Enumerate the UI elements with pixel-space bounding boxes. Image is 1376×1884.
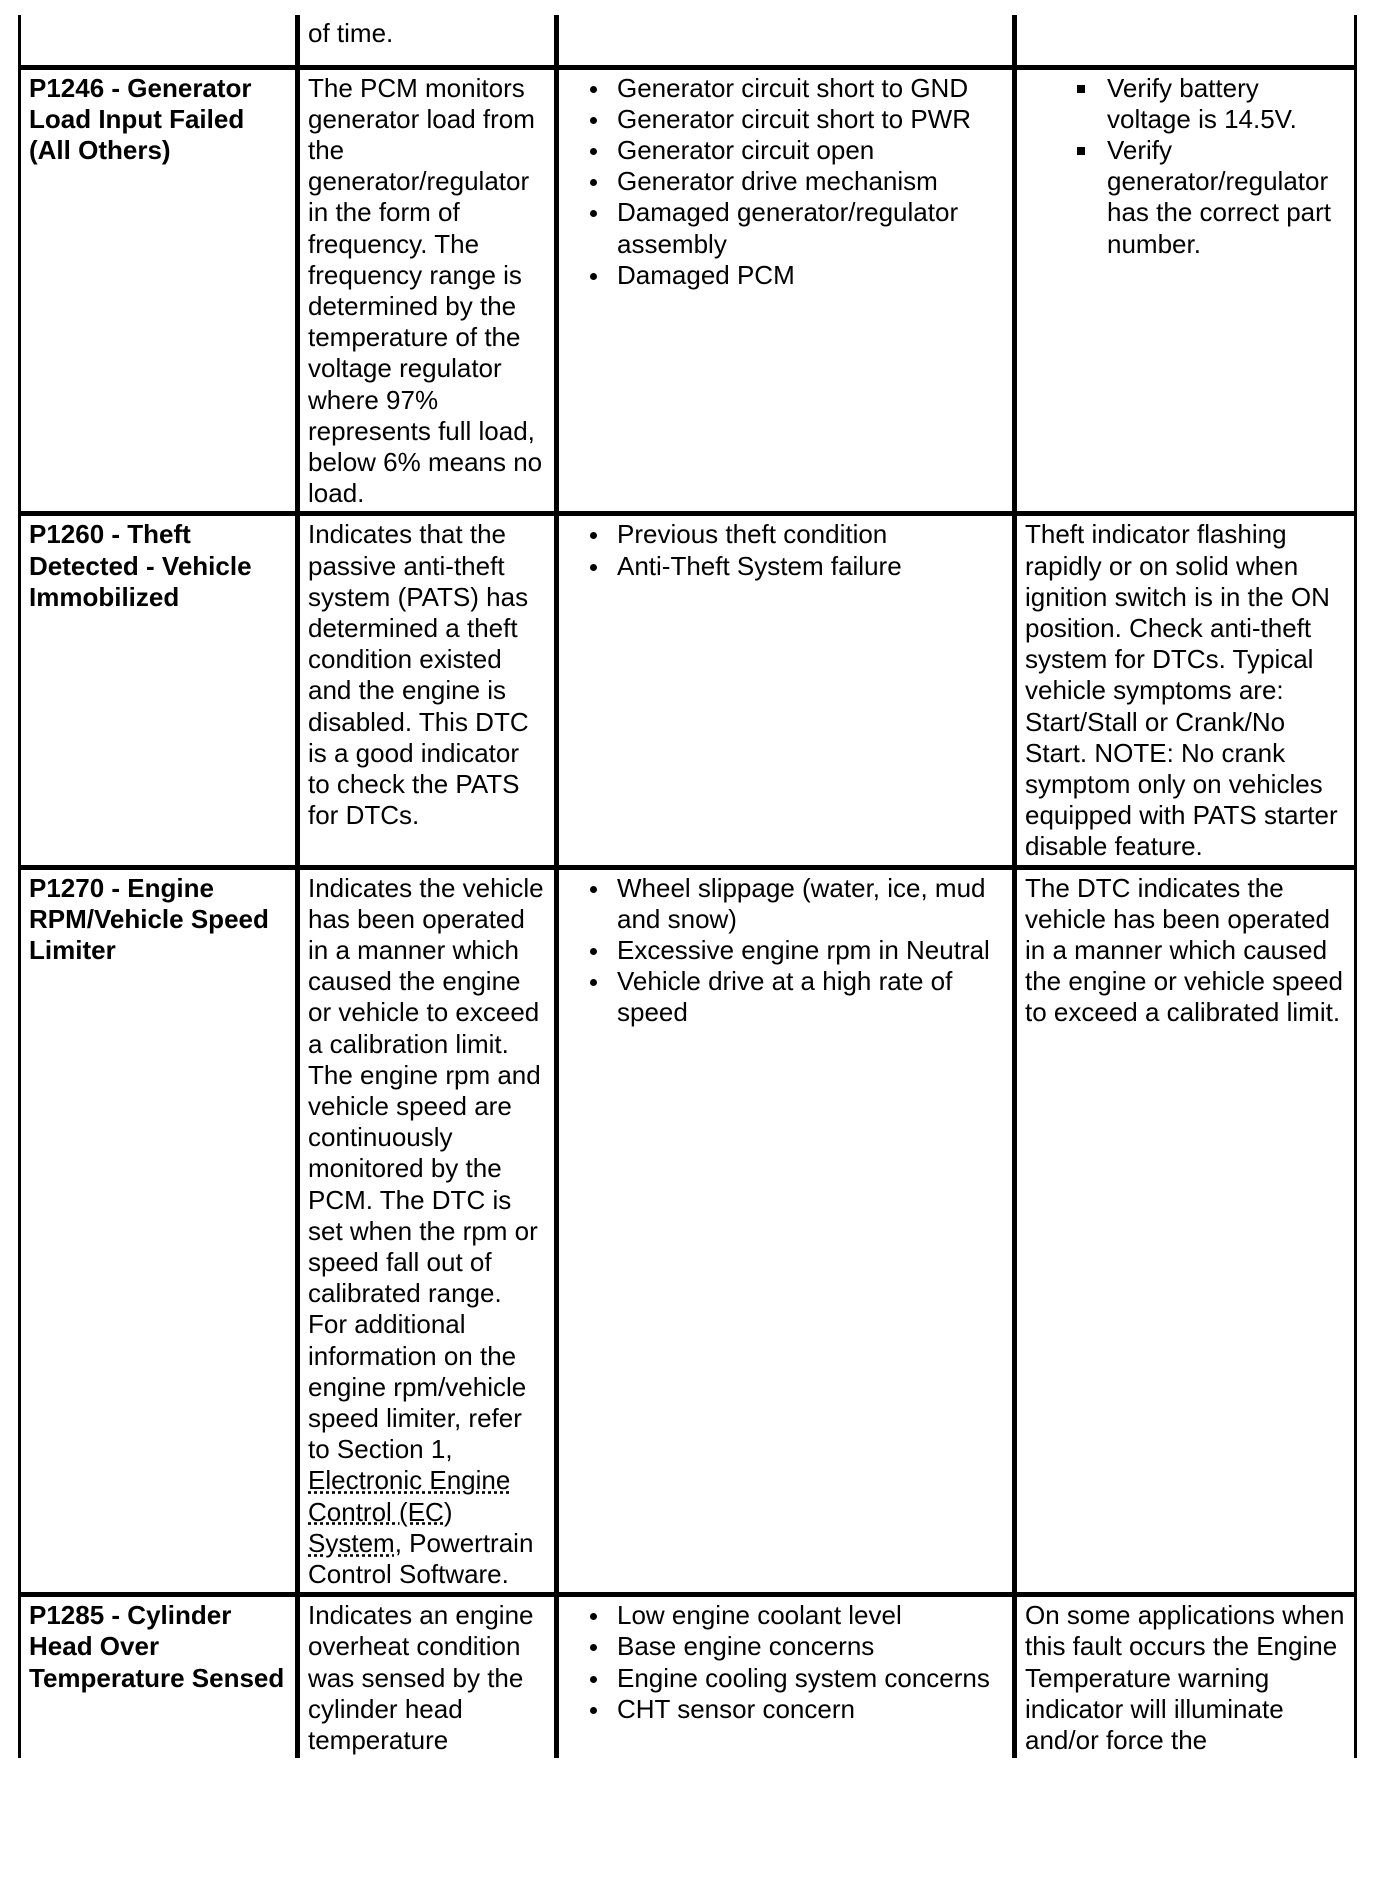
action-cell: Theft indicator flashing rapidly or on solid when ignition switch is in the ON position. Check anti-theft system for DTCs. Typical vehicle symptoms are: Start/Stall or Crank/No Start. NOTE: No crank symptom only on vehicles equipped with PATS starter disable feature.: [1015, 514, 1356, 867]
cause-item: Previous theft condition: [577, 519, 1004, 550]
table-row: [20, 15, 1356, 67]
action-item: Verify generator/regulator has the correct part number.: [1055, 135, 1346, 260]
cause-item: Low engine coolant level: [577, 1600, 1004, 1631]
cause-list: [567, 73, 1004, 291]
dtc-table: [18, 15, 1357, 1758]
description-cell: Indicates an engine overheat condition was sensed by the cylinder head temperature: [298, 1595, 557, 1759]
causes-cell: [557, 67, 1015, 514]
table-row: [20, 514, 1356, 867]
dtc-code-cell: P1270 - Engine RPM/Vehicle Speed Limiter: [20, 867, 298, 1595]
description-text: Indicates the vehicle has been operated in a manner which caused the engine or vehicle to exceed a calibration limit. The engine rpm and vehicle speed are continuously monitored by the PCM. The DTC is set when the rpm or speed fall out of calibrated range. For additional information on the engine rpm/vehicle speed limiter, refer to Section 1,: [308, 872, 544, 1465]
cause-item: Base engine concerns: [577, 1631, 1004, 1662]
cause-item: CHT sensor concern: [577, 1694, 1004, 1725]
cause-item: Damaged PCM: [577, 260, 1004, 291]
cause-item: Generator circuit short to PWR: [577, 104, 1004, 135]
cause-list: [567, 1600, 1004, 1725]
causes-cell: [557, 1595, 1015, 1759]
description-text: , Powertrain Control Software.: [308, 1527, 534, 1590]
description-cell: [298, 867, 557, 1595]
cause-item: Engine cooling system concerns: [577, 1663, 1004, 1694]
causes-cell: [557, 867, 1015, 1595]
action-cell: The DTC indicates the vehicle has been operated in a manner which caused the engine or vehicle speed to exceed a calibrated limit.: [1015, 867, 1356, 1595]
cause-item: Damaged generator/regulator assembly: [577, 197, 1004, 259]
cause-item: Generator circuit open: [577, 135, 1004, 166]
cause-item: Excessive engine rpm in Neutral: [577, 935, 1004, 966]
table-row: [20, 1595, 1356, 1759]
cause-item: Generator circuit short to GND: [577, 73, 1004, 104]
causes-cell: [557, 514, 1015, 867]
cause-list: [567, 519, 1004, 581]
description-cell: of time.: [298, 15, 557, 67]
table-row: [20, 867, 1356, 1595]
table-row: [20, 67, 1356, 514]
cause-item: Anti-Theft System failure: [577, 551, 1004, 582]
action-cell: On some applications when this fault occurs the Engine Temperature warning indicator will illuminate and/or force the: [1015, 1595, 1356, 1759]
action-cell: [1015, 67, 1356, 514]
description-cell: Indicates that the passive anti-theft system (PATS) has determined a theft condition existed and the engine is disabled. This DTC is a good indicator to check the PATS for DTCs.: [298, 514, 557, 867]
dtc-code-cell: [20, 15, 298, 67]
ec-system-link[interactable]: Electronic Engine Control (EC) System: [308, 1465, 511, 1558]
dtc-code-cell: P1260 - Theft Detected - Vehicle Immobilized: [20, 514, 298, 867]
causes-cell: [557, 15, 1015, 67]
action-item: Verify battery voltage is 14.5V.: [1055, 73, 1346, 135]
cause-item: Wheel slippage (water, ice, mud and snow): [577, 873, 1004, 935]
dtc-code-cell: P1285 - Cylinder Head Over Temperature Sensed: [20, 1595, 298, 1759]
dtc-code-cell: P1246 - Generator Load Input Failed (All Others): [20, 67, 298, 514]
action-list: [1025, 73, 1346, 260]
cause-list: [567, 873, 1004, 1029]
action-cell: [1015, 15, 1356, 67]
cause-item: Generator drive mechanism: [577, 166, 1004, 197]
description-cell: The PCM monitors generator load from the generator/regulator in the form of frequency. The frequency range is determined by the temperature of the voltage regulator where 97% represents full load, below 6% means no load.: [298, 67, 557, 514]
cause-item: Vehicle drive at a high rate of speed: [577, 966, 1004, 1028]
